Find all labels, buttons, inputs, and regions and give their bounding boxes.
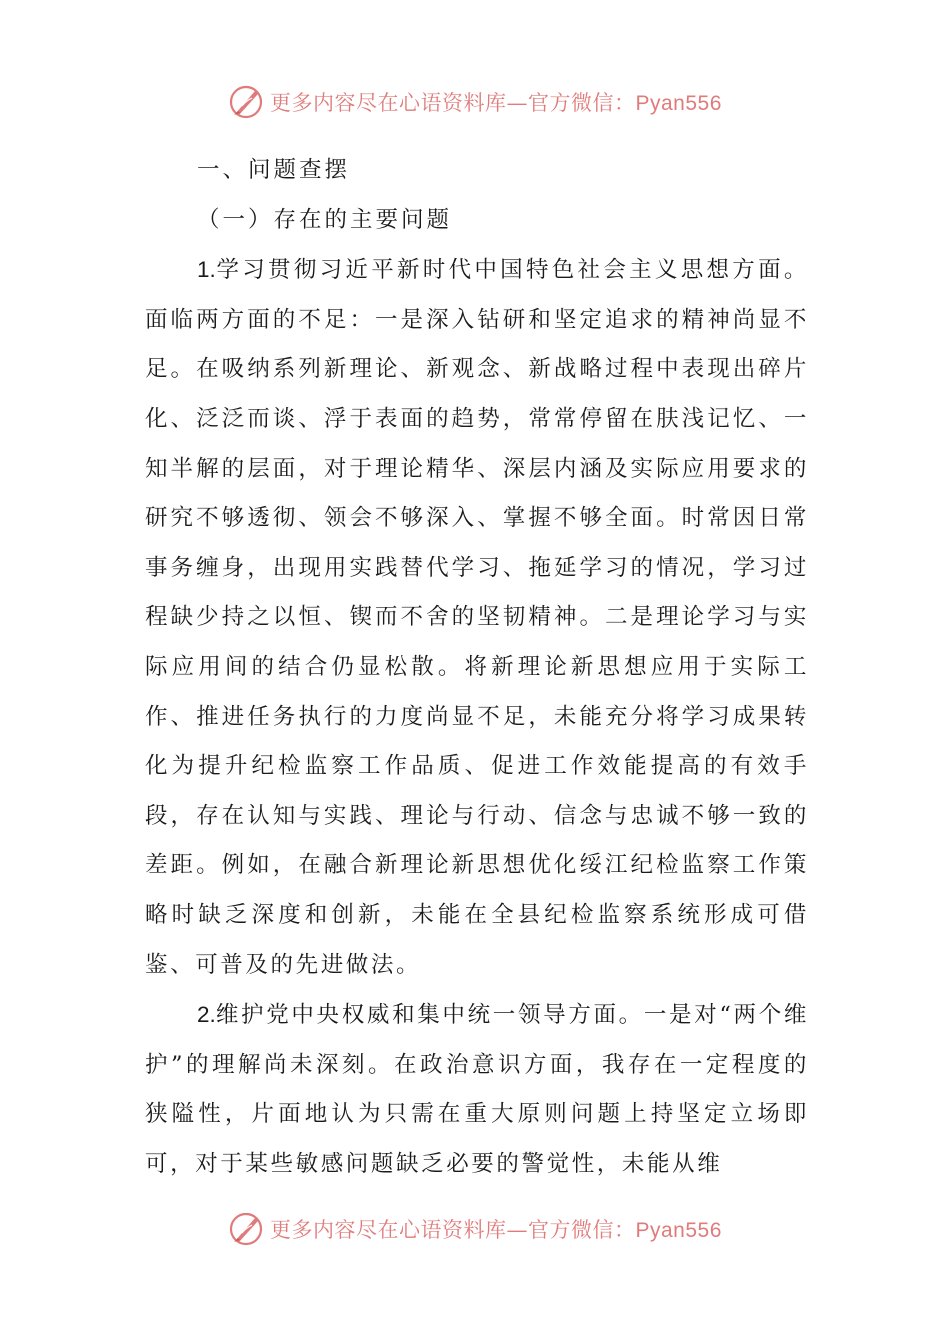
watermark-text: 更多内容尽在心语资料库—官方微信：Pyan556 (270, 91, 722, 115)
quill-pen-logo-icon (228, 1211, 264, 1247)
subsection-heading: （一）存在的主要问题 (197, 206, 453, 233)
watermark-text: 更多内容尽在心语资料库—官方微信：Pyan556 (270, 1218, 722, 1242)
wechat-id: Pyan556 (635, 1219, 722, 1242)
paragraph-2 (145, 990, 809, 1189)
document-body (145, 146, 809, 1189)
watermark-banner-top (228, 80, 722, 124)
watermark-banner-bottom (228, 1207, 722, 1251)
section-heading: 一、问题查摆 (197, 157, 351, 183)
paragraph-text: 维护党中央权威和集中统一领导方面。一是对“两个维护”的理解尚未深刻。在政治意识方面，我存在一定程度的狭隘性，片面地认为只需在重大原则问题上持坚定立场即可，对于某些敏感问题缺乏必要的警觉性，未能从维 (145, 1002, 809, 1177)
paragraph-1 (145, 245, 809, 990)
paragraph-text: 学习贯彻习近平新时代中国特色社会主义思想方面。面临两方面的不足：一是深入钻研和坚定追求的精神尚显不足。在吸纳系列新理论、新观念、新战略过程中表现出碎片化、泛泛而谈、浮于表面的趋势，常常停留在肤浅记忆、一知半解的层面，对于理论精华、深层内涵及实际应用要求的研究不够透彻、领会不够深入、掌握不够全面。时常因日常事务缠身，出现用实践替代学习、拖延学习的情况，学习过程缺少持之以恒、锲而不舍的坚韧精神。二是理论学习与实际应用间的结合仍显松散。将新理论新思想应用于实际工作、推进任务执行的力度尚显不足，未能充分将学习成果转化为提升纪检监察工作品质、促进工作效能提高的有效手段，存在认知与实践、理论与行动、信念与忠诚不够一致的差距。例如，在融合新理论新思想优化绥江纪检监察工作策略时缺乏深度和创新，未能在全县纪检监察系统形成可借鉴、可普及的先进做法。 (145, 257, 809, 978)
wechat-id: Pyan556 (635, 92, 722, 115)
paragraph-number: 1. (197, 257, 216, 283)
paragraph-number: 2. (197, 1002, 216, 1028)
quill-pen-logo-icon (228, 84, 264, 120)
